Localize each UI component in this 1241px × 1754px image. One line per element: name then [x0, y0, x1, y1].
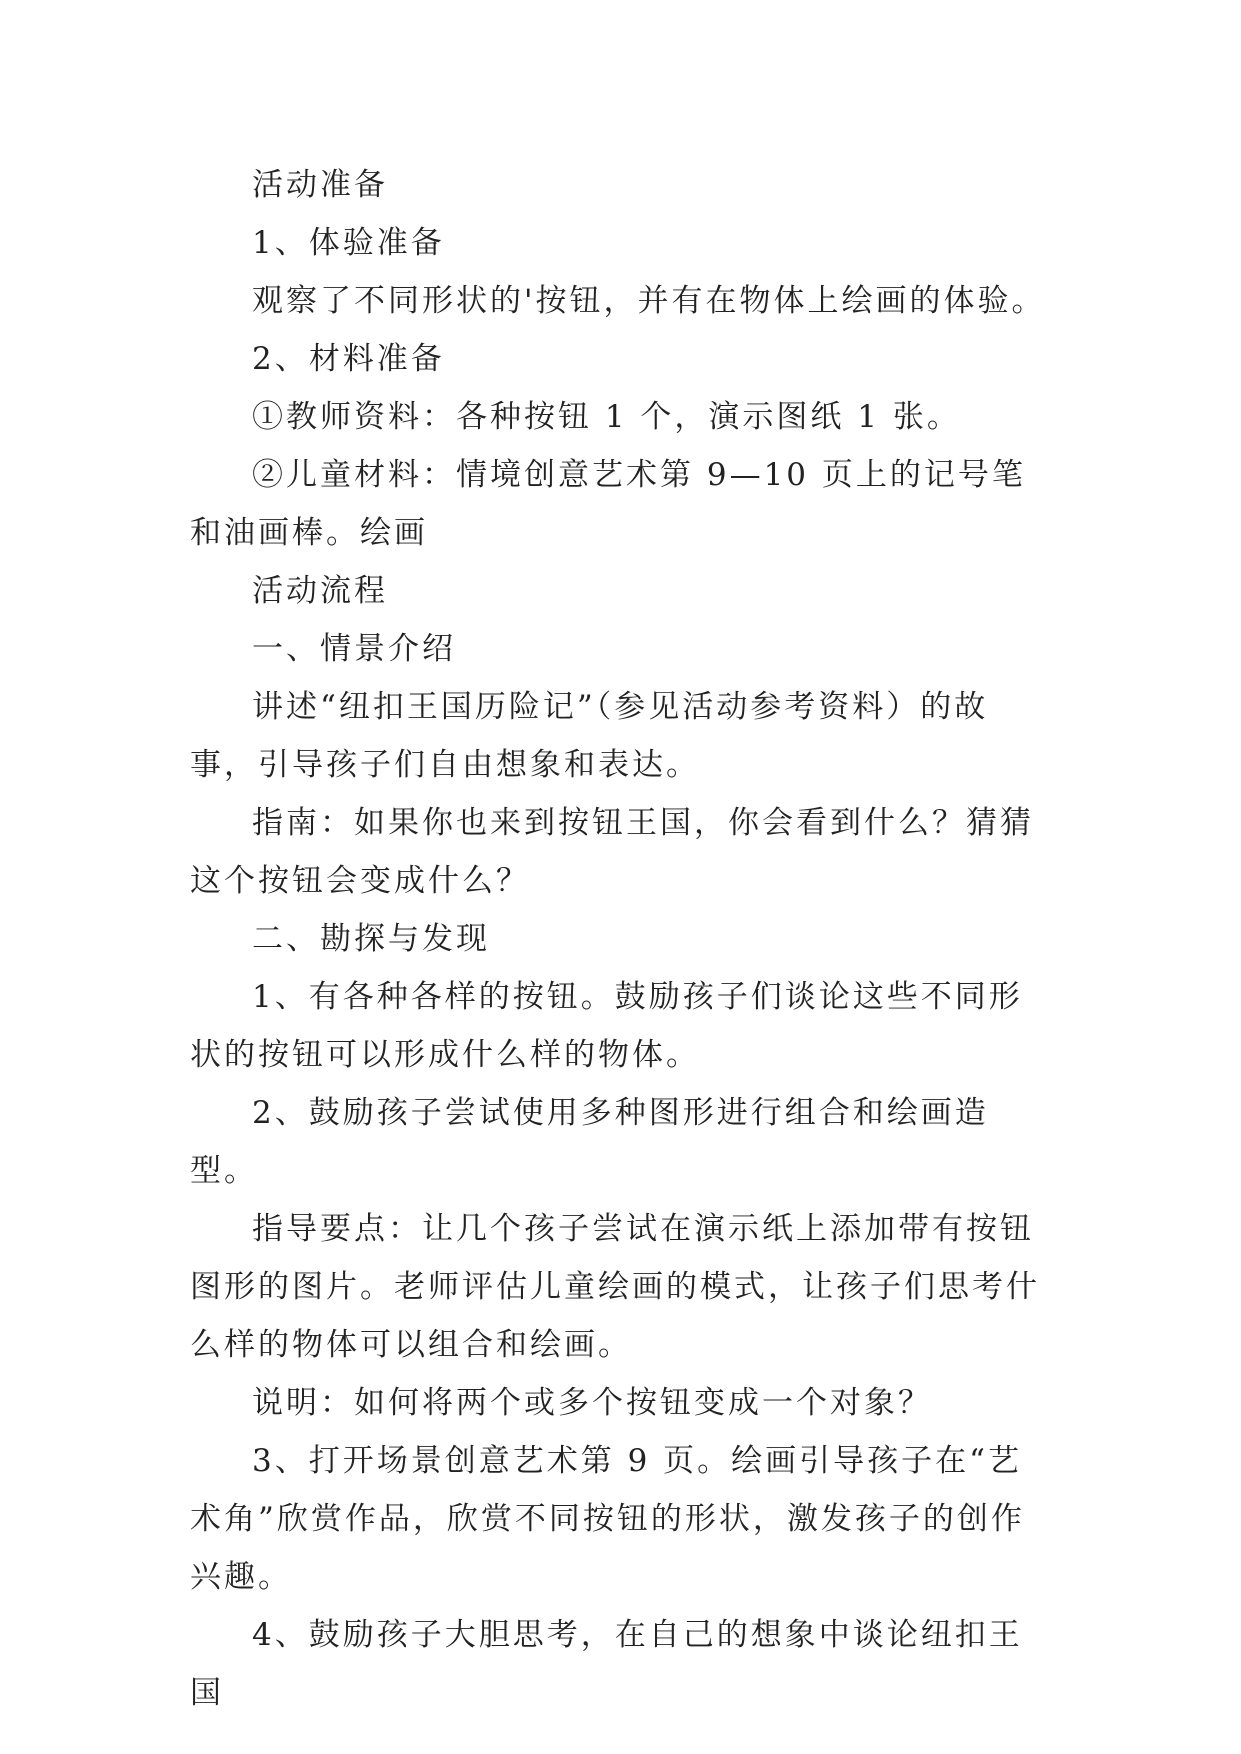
heading-activity-preparation: 活动准备 — [252, 167, 388, 203]
subheading-exploration-discovery: 二、勘探与发现 — [252, 921, 490, 957]
paragraph: 1、有各种各样的按钮。鼓励孩子们谈论这些不同形状的按钮可以形成什么样的物体。 — [190, 979, 1023, 1073]
paragraph: 指导要点：让几个孩子尝试在演示纸上添加带有按钮图形的图片。老师评估儿童绘画的模式，让孩子们思考什么样的物体可以组合和绘画。 — [190, 1211, 1040, 1363]
paragraph: 4、鼓励孩子大胆思考，在自己的想象中谈论纽扣王国 — [190, 1617, 1023, 1711]
paragraph: 3、打开场景创意艺术第 9 页。绘画引导孩子在“艺术角”欣赏作品，欣赏不同按钮的形状，激发孩子的创作兴趣。 — [190, 1443, 1025, 1595]
paragraph: 指南：如果你也来到按钮王国，你会看到什么？猜猜这个按钮会变成什么？ — [190, 805, 1034, 899]
list-item: ①教师资料：各种按钮 1 个，演示图纸 1 张。 — [252, 399, 961, 435]
document-body — [190, 156, 1052, 1722]
paragraph: 说明：如何将两个或多个按钮变成一个对象？ — [252, 1385, 932, 1421]
subheading-experience-preparation: 1、体验准备 — [252, 225, 445, 261]
subheading-material-preparation: 2、材料准备 — [252, 341, 445, 377]
list-item: ②儿童材料：情境创意艺术第 9—10 页上的记号笔和油画棒。绘画 — [190, 457, 1026, 551]
paragraph: 2、鼓励孩子尝试使用多种图形进行组合和绘画造型。 — [190, 1095, 989, 1189]
paragraph: 讲述“纽扣王国历险记”（参见活动参考资料）的故事，引导孩子们自由想象和表达。 — [190, 689, 989, 783]
heading-activity-process: 活动流程 — [252, 573, 388, 609]
subheading-scenario-introduction: 一、情景介绍 — [252, 631, 456, 667]
paragraph: 观察了不同形状的'按钮，并有在物体上绘画的体验。 — [252, 283, 1046, 319]
